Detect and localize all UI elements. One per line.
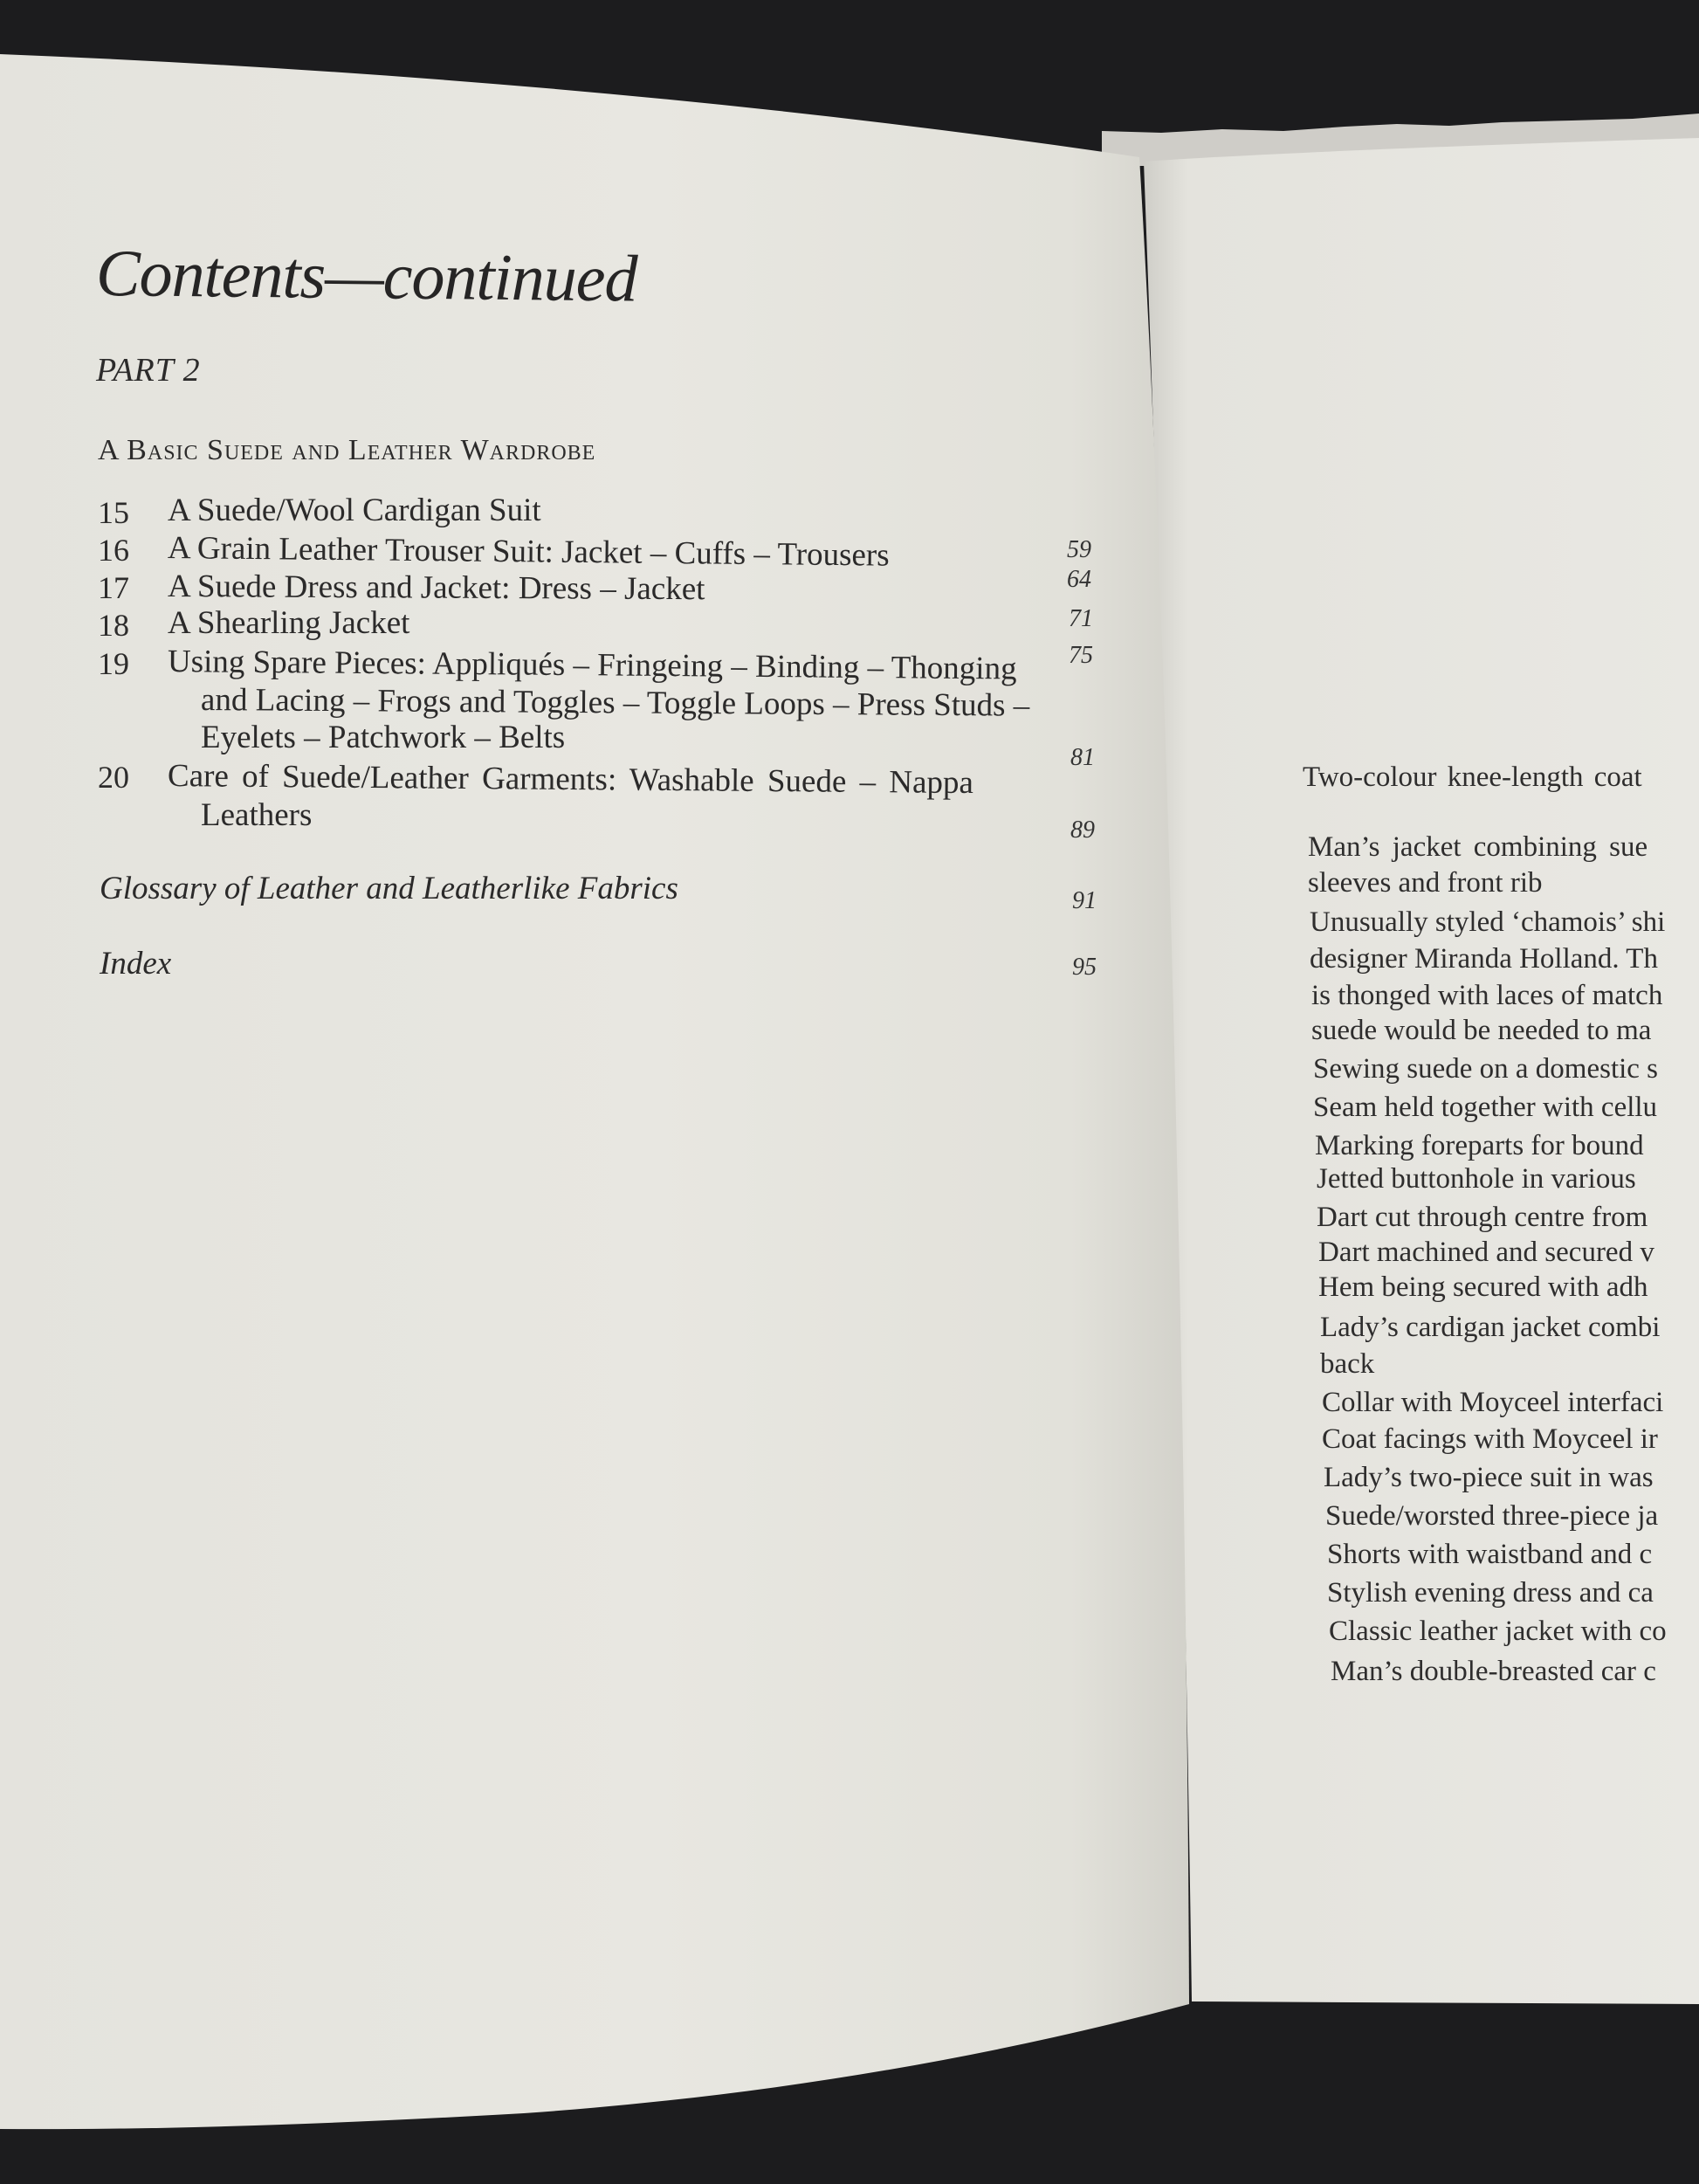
toc-page-number: 64 xyxy=(1067,566,1091,593)
caption-line: Shorts with waistband and c xyxy=(1327,1539,1653,1570)
caption-line: Stylish evening dress and ca xyxy=(1327,1577,1654,1609)
toc-entry-text: Using Spare Pieces: Appliqués – Fringeing – Binding – Thonging xyxy=(167,644,1017,687)
toc-entry-text: A Suede/Wool Cardigan Suit xyxy=(168,493,541,528)
caption-line: Collar with Moyceel interfaci xyxy=(1322,1387,1664,1418)
caption-line: Dart machined and secured v xyxy=(1318,1237,1654,1268)
toc-entry-text: Leathers xyxy=(201,797,313,833)
toc-entry-text: Care of Suede/Leather Garments: Washable Suede – Nappa xyxy=(167,758,974,802)
caption-line: Jetted buttonhole in various xyxy=(1317,1163,1636,1195)
caption-line: Classic leather jacket with co xyxy=(1329,1616,1667,1647)
caption-line: Man’s double-breasted car c xyxy=(1331,1656,1656,1687)
toc-page-number: 59 xyxy=(1067,536,1091,563)
toc-index-label: Index xyxy=(100,946,172,982)
toc-page-number: 89 xyxy=(1070,816,1095,844)
caption-line: Lady’s cardigan jacket combi xyxy=(1320,1312,1661,1343)
toc-entry-text: and Lacing – Frogs and Toggles – Toggle Loops – Press Studs – xyxy=(200,682,1030,724)
caption-line: Coat facings with Moyceel ir xyxy=(1322,1423,1658,1455)
caption-line: Sewing suede on a domestic s xyxy=(1313,1053,1659,1085)
toc-page-number: 71 xyxy=(1069,605,1093,632)
caption-line: Hem being secured with adh xyxy=(1318,1271,1648,1303)
caption-line: Lady’s two-piece suit in was xyxy=(1324,1462,1654,1493)
caption-line: is thonged with laces of match xyxy=(1311,980,1663,1011)
caption-line: Man’s jacket combining sue xyxy=(1308,831,1648,863)
toc-page-number: 95 xyxy=(1072,954,1097,981)
caption-line: Unusually styled ‘chamois’ shi xyxy=(1310,906,1666,938)
toc-number: 17 xyxy=(98,570,129,605)
caption-line: Two-colour knee-length coat xyxy=(1303,761,1642,793)
toc-entry-text: A Shearling Jacket xyxy=(168,605,410,641)
caption-line: designer Miranda Holland. Th xyxy=(1310,943,1658,975)
toc-entry-text: A Grain Leather Trouser Suit: Jacket – Cuffs – Trousers xyxy=(167,530,890,574)
toc-number: 16 xyxy=(98,533,129,568)
toc-page-number: 75 xyxy=(1069,642,1093,669)
toc-page-number: 81 xyxy=(1070,744,1095,771)
toc-glossary-label: Glossary of Leather and Leatherlike Fabrics xyxy=(100,871,678,906)
section-heading: A Basic Suede and Leather Wardrobe xyxy=(98,434,596,466)
caption-line: suede would be needed to ma xyxy=(1311,1015,1652,1046)
caption-line: Suede/worsted three-piece ja xyxy=(1325,1500,1659,1532)
illustrations-list xyxy=(1187,122,1699,2000)
toc-page-number: 91 xyxy=(1072,887,1097,914)
toc-entry-text: Eyelets – Patchwork – Belts xyxy=(201,720,566,755)
caption-line: Marking foreparts for bound xyxy=(1315,1130,1644,1161)
toc-number: 19 xyxy=(98,646,129,681)
toc-entry-text: A Suede Dress and Jacket: Dress – Jacket xyxy=(167,568,705,608)
caption-line: back xyxy=(1320,1348,1375,1380)
toc-number: 18 xyxy=(98,608,129,643)
page-title: Contents—continued xyxy=(95,237,637,316)
toc-number: 20 xyxy=(98,760,129,795)
caption-line: sleeves and front rib xyxy=(1308,867,1543,899)
part-label: PART 2 xyxy=(96,352,201,389)
caption-line: Dart cut through centre from xyxy=(1317,1202,1648,1233)
caption-line: Seam held together with cellu xyxy=(1313,1092,1658,1123)
toc-number: 15 xyxy=(98,495,129,530)
